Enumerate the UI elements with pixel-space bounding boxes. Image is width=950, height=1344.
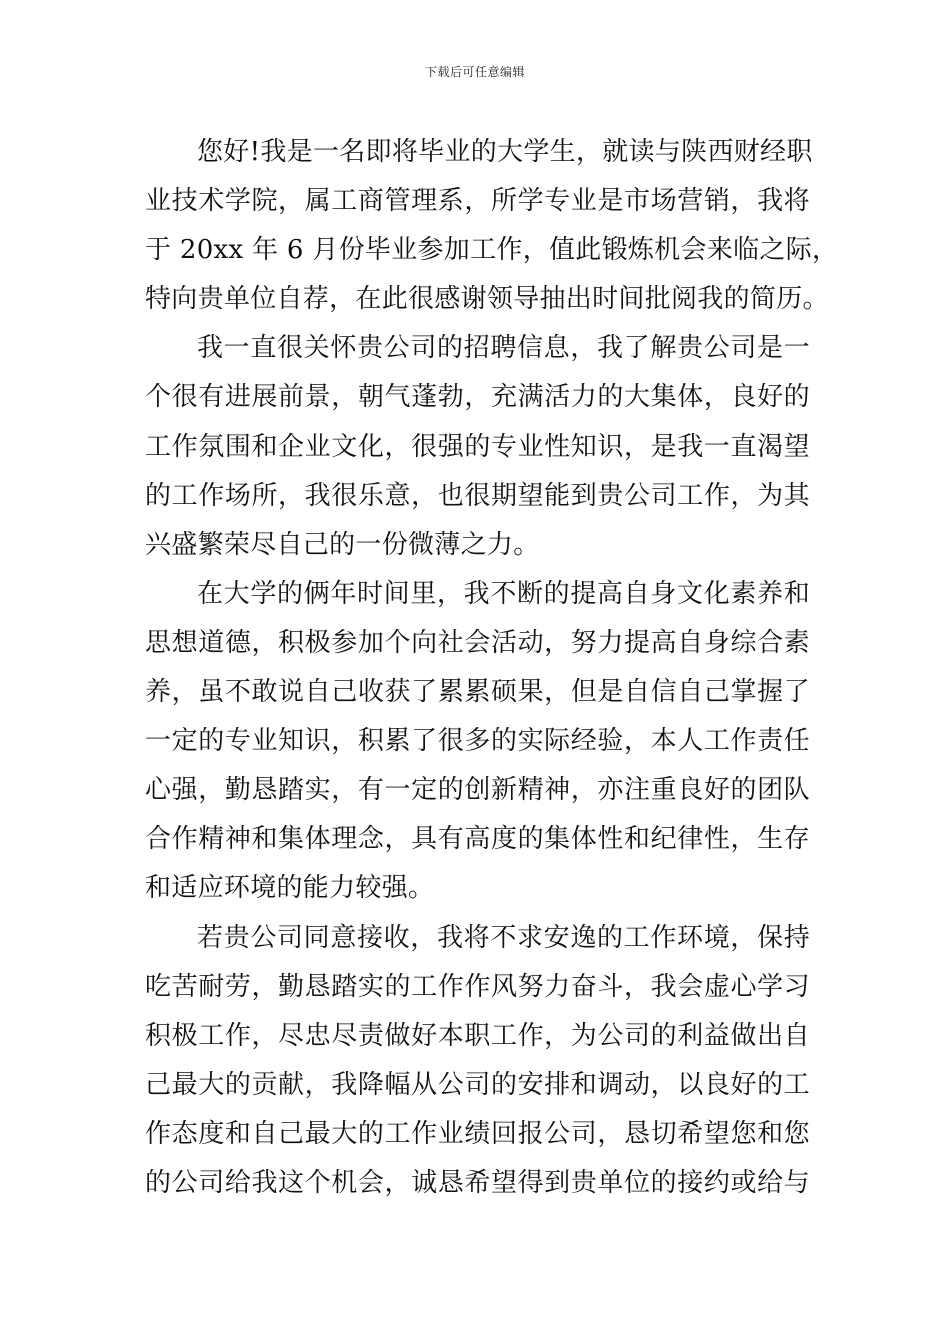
text-line: 积极工作，尽忠尽责做好本职工作，为公司的利益做出自 (145, 1020, 810, 1051)
text-line: 和适应环境的能力较强。 (145, 873, 435, 904)
text-line: 个很有进展前景，朝气蓬勃，充满活力的大集体，良好的 (145, 382, 810, 413)
text-line: 一定的专业知识，积累了很多的实际经验，本人工作责任 (145, 726, 810, 757)
paragraph-greeting (145, 128, 839, 324)
text-line: 吃苦耐劳，勤恳踏实的工作作风努力奋斗，我会虚心学习 (145, 971, 810, 1002)
text-line: 业技术学院，属工商管理系，所学专业是市场营销，我将 (145, 186, 810, 217)
text-line: 我一直很关怀贵公司的招聘信息，我了解贵公司是一 (197, 333, 810, 364)
text-line: 作态度和自己最大的工作业绩回报公司，恳切希望您和您 (145, 1118, 810, 1149)
text-line: 于 20xx 年 6 月份毕业参加工作，值此锻炼机会来临之际， (145, 235, 839, 266)
text-line: 在大学的俩年时间里，我不断的提高自身文化素养和 (197, 578, 810, 609)
page-header: 下载后可任意编辑 (424, 65, 525, 79)
text-line: 的工作场所，我很乐意，也很期望能到贵公司工作，为其 (145, 480, 810, 511)
paragraph-company-interest (145, 324, 810, 569)
letter-body (145, 128, 839, 1208)
text-line: 己最大的贡献，我降幅从公司的安排和调动，以良好的工 (145, 1069, 810, 1100)
paragraph-university (145, 570, 810, 914)
text-line: 养，虽不敢说自己收获了累累硕果，但是自信自己掌握了 (145, 677, 810, 708)
text-line: 心强，勤恳踏实，有一定的创新精神，亦注重良好的团队 (145, 775, 810, 806)
text-line: 兴盛繁荣尽自己的一份微薄之力。 (145, 529, 540, 560)
text-line: 合作精神和集体理念，具有高度的集体性和纪律性，生存 (145, 824, 810, 855)
text-line: 的公司给我这个机会，诚恳希望得到贵单位的接约或给与 (145, 1167, 810, 1198)
text-line: 思想道德，积极参加个向社会活动，努力提高自身综合素 (145, 627, 810, 658)
text-line: 若贵公司同意接收，我将不求安逸的工作环境，保持 (197, 922, 810, 953)
paragraph-commitment (145, 914, 810, 1209)
text-line: 您好!我是一名即将毕业的大学生，就读与陕西财经职 (197, 137, 813, 167)
text-line: 特向贵单位自荐，在此很感谢领导抽出时间批阅我的简历。 (145, 284, 829, 315)
text-line: 工作氛围和企业文化，很强的专业性知识，是我一直渴望 (145, 431, 810, 462)
